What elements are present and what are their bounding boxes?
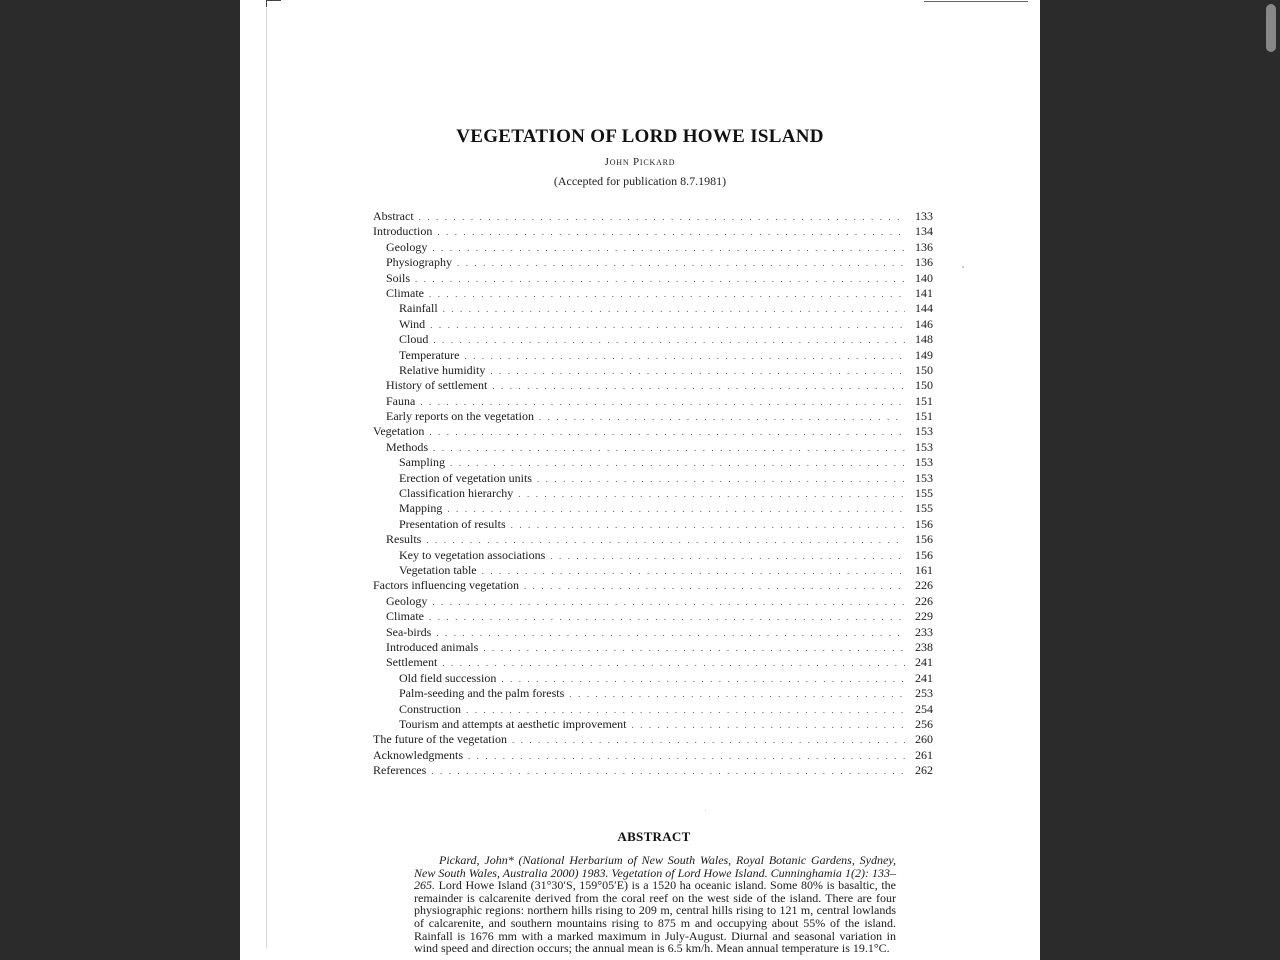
toc-entry-label: References xyxy=(373,763,427,778)
toc-leader-dots xyxy=(429,610,905,625)
toc-entry xyxy=(373,748,933,763)
toc-entry xyxy=(373,563,933,578)
toc-entry-label: Sampling xyxy=(399,455,446,470)
toc-entry xyxy=(373,640,933,655)
toc-entry xyxy=(373,348,933,363)
toc-leader-dots xyxy=(437,225,905,240)
crop-mark xyxy=(924,1,1028,2)
toc-entry-page: 262 xyxy=(915,763,933,778)
toc-leader-dots xyxy=(511,518,905,533)
paper-author: John Pickard xyxy=(604,156,676,168)
toc-entry-label: Geology xyxy=(386,239,428,254)
toc-leader-dots xyxy=(512,733,905,748)
toc-leader-dots xyxy=(550,549,905,564)
toc-entry xyxy=(373,655,933,670)
toc-entry-page: 226 xyxy=(915,578,933,593)
toc-leader-dots xyxy=(436,626,905,641)
toc-entry-page: 153 xyxy=(915,470,933,485)
toc-leader-dots xyxy=(482,564,905,579)
toc-entry-label: Climate xyxy=(386,609,424,624)
toc-entry xyxy=(373,378,933,393)
toc-entry-page: 151 xyxy=(915,393,933,408)
toc-entry-page: 155 xyxy=(915,501,933,516)
toc-leader-dots xyxy=(432,241,905,256)
toc-entry xyxy=(373,394,933,409)
toc-leader-dots xyxy=(419,210,905,225)
toc-entry-page: 241 xyxy=(915,670,933,685)
toc-entry xyxy=(373,702,933,717)
toc-entry-label: Settlement xyxy=(386,655,438,670)
paper-title: VEGETATION OF LORD HOWE ISLAND xyxy=(456,126,824,147)
toc-entry xyxy=(373,609,933,624)
document-page xyxy=(240,0,1040,960)
toc-leader-dots xyxy=(432,595,905,610)
toc-entry-page: 253 xyxy=(915,686,933,701)
toc-entry-label: Tourism and attempts at aesthetic improvement xyxy=(399,716,627,731)
toc-entry-page: 141 xyxy=(915,285,933,300)
toc-leader-dots xyxy=(429,425,905,440)
toc-entry-label: Factors influencing vegetation xyxy=(373,578,519,593)
toc-entry-label: Temperature xyxy=(399,347,460,362)
toc-entry-page: 155 xyxy=(915,486,933,501)
toc-entry xyxy=(373,717,933,732)
abstract-body: Lord Howe Island (31°30′S, 159°05′E) is a 1520 ha oceanic island. Some 80% is basaltic, the remainder is calcarenite derived from the coral reef on the west side of the island. There are four physiographic regions: northern hills rising to 209 m, central hills rising to 121 m, central lowlands of calcarenite, and southern mountains rising to 875 m and occupying about 55% of the island. Rainfall is 1676 mm with a marked maximum in July-August. Diurnal and seasonal variation in wind speed and direction occurs; the annual mean is 6.5 km/h. Mean annual temperature is 19.1°C. xyxy=(414,878,896,956)
toc-entry-page: 153 xyxy=(915,439,933,454)
toc-entry-label: Mapping xyxy=(399,501,443,516)
toc-leader-dots xyxy=(420,395,905,410)
toc-entry xyxy=(373,240,933,255)
toc-leader-dots xyxy=(539,410,905,425)
toc-entry-label: Key to vegetation associations xyxy=(399,547,546,562)
toc-entry-page: 233 xyxy=(915,624,933,639)
toc-entry-label: Methods xyxy=(386,439,428,454)
abstract-citation: Pickard, John* (National Herbarium of New South Wales, Royal Botanic Gardens, Sydney, New South Wales, Australia 2000) 1983. Vegetation of Lord Howe Island. Cunninghamia 1(2): 133–265. xyxy=(414,853,896,893)
toc-entry xyxy=(373,224,933,239)
toc-entry-page: 156 xyxy=(915,532,933,547)
toc-entry-label: Physiography xyxy=(386,255,452,270)
accepted-date: (Accepted for publication 8.7.1981) xyxy=(553,174,727,188)
crop-mark xyxy=(266,0,281,7)
toc-entry-label: Early reports on the vegetation xyxy=(386,409,534,424)
toc-entry-page: 153 xyxy=(915,455,933,470)
toc-entry-label: Soils xyxy=(386,270,411,285)
toc-entry-page: 156 xyxy=(915,516,933,531)
toc-entry xyxy=(373,594,933,609)
toc-entry-label: Fauna xyxy=(386,393,416,408)
toc-leader-dots xyxy=(443,302,905,317)
toc-leader-dots xyxy=(433,441,905,456)
toc-entry-label: Climate xyxy=(386,285,424,300)
toc-entry-page: 140 xyxy=(915,270,933,285)
toc-entry-label: Construction xyxy=(399,701,461,716)
toc-entry xyxy=(373,532,933,547)
toc-leader-dots xyxy=(631,718,905,733)
toc-entry-page: 136 xyxy=(915,255,933,270)
toc-entry xyxy=(373,578,933,593)
toc-entry xyxy=(373,209,933,224)
toc-entry xyxy=(373,625,933,640)
toc-leader-dots xyxy=(442,656,905,671)
toc-entry xyxy=(373,440,933,455)
toc-leader-dots xyxy=(501,672,905,687)
toc-entry-label: Presentation of results xyxy=(399,516,506,531)
toc-entry-label: Geology xyxy=(386,593,428,608)
toc-entry-label: Introduced animals xyxy=(386,639,479,654)
toc-leader-dots xyxy=(524,579,905,594)
toc-entry-page: 144 xyxy=(915,301,933,316)
toc-entry xyxy=(373,409,933,424)
toc-entry-page: 150 xyxy=(915,378,933,393)
toc-entry-page: 136 xyxy=(915,239,933,254)
toc-entry-label: Vegetation xyxy=(373,424,425,439)
scan-speck xyxy=(962,266,964,268)
toc-entry-page: 226 xyxy=(915,593,933,608)
toc-leader-dots xyxy=(518,487,905,502)
toc-entry xyxy=(373,763,933,778)
toc-entry-page: 148 xyxy=(915,332,933,347)
toc-leader-dots xyxy=(447,502,905,517)
toc-entry-page: 260 xyxy=(915,732,933,747)
toc-entry-label: The future of the vegetation xyxy=(373,732,507,747)
scan-edge-line xyxy=(266,8,267,948)
toc-entry-page: 256 xyxy=(915,716,933,731)
toc-leader-dots xyxy=(433,333,905,348)
toc-entry-label: Erection of vegetation units xyxy=(399,470,532,485)
toc-entry-page: 238 xyxy=(915,639,933,654)
toc-entry xyxy=(373,271,933,286)
toc-entry xyxy=(373,486,933,501)
toc-entry-label: History of settlement xyxy=(386,378,488,393)
toc-entry xyxy=(373,671,933,686)
toc-entry xyxy=(373,548,933,563)
toc-entry-label: Old field succession xyxy=(399,670,497,685)
toc-leader-dots xyxy=(429,287,905,302)
toc-entry-page: 261 xyxy=(915,747,933,762)
toc-leader-dots xyxy=(450,456,905,471)
toc-leader-dots xyxy=(492,379,905,394)
toc-entry-label: Classification hierarchy xyxy=(399,486,514,501)
toc-entry-page: 156 xyxy=(915,547,933,562)
toc-entry-label: Results xyxy=(386,532,422,547)
toc-entry-page: 254 xyxy=(915,701,933,716)
toc-entry-page: 229 xyxy=(915,609,933,624)
toc-entry-page: 241 xyxy=(915,655,933,670)
abstract-text xyxy=(414,854,896,955)
toc-entry xyxy=(373,455,933,470)
table-of-contents xyxy=(373,209,933,778)
toc-entry xyxy=(373,286,933,301)
toc-entry-page: 161 xyxy=(915,562,933,577)
toc-entry xyxy=(373,732,933,747)
toc-entry-label: Relative humidity xyxy=(399,362,486,377)
toc-entry xyxy=(373,686,933,701)
toc-leader-dots xyxy=(490,364,905,379)
abstract-heading: ABSTRACT xyxy=(617,829,691,844)
toc-leader-dots xyxy=(415,272,905,287)
toc-leader-dots xyxy=(569,687,905,702)
toc-leader-dots xyxy=(464,349,905,364)
toc-leader-dots xyxy=(483,641,905,656)
toc-entry-label: Abstract xyxy=(373,209,414,223)
toc-leader-dots xyxy=(468,749,905,764)
toc-entry xyxy=(373,501,933,516)
toc-entry-label: Acknowledgments xyxy=(373,747,463,762)
toc-entry xyxy=(373,317,933,332)
toc-entry xyxy=(373,471,933,486)
toc-entry xyxy=(373,332,933,347)
toc-leader-dots xyxy=(426,533,905,548)
toc-entry xyxy=(373,255,933,270)
toc-entry-label: Wind xyxy=(399,316,426,331)
toc-entry-label: Cloud xyxy=(399,332,429,347)
toc-leader-dots xyxy=(457,256,905,271)
toc-leader-dots xyxy=(537,472,905,487)
toc-entry-label: Introduction xyxy=(373,224,433,239)
toc-entry-label: Sea-birds xyxy=(386,624,432,639)
toc-entry-page: 134 xyxy=(915,224,933,239)
toc-leader-dots xyxy=(466,703,905,718)
vertical-scrollbar[interactable] xyxy=(1266,4,1276,52)
toc-entry-label: Vegetation table xyxy=(399,562,477,577)
toc-entry xyxy=(373,301,933,316)
toc-entry-page: 153 xyxy=(915,424,933,439)
toc-entry-page: 133 xyxy=(915,209,933,223)
toc-entry-page: 151 xyxy=(915,409,933,424)
toc-entry-page: 149 xyxy=(915,347,933,362)
toc-entry xyxy=(373,424,933,439)
toc-leader-dots xyxy=(431,764,905,779)
toc-entry xyxy=(373,517,933,532)
scan-speck xyxy=(705,810,706,811)
toc-entry xyxy=(373,363,933,378)
toc-entry-label: Rainfall xyxy=(399,301,438,316)
toc-entry-label: Palm-seeding and the palm forests xyxy=(399,686,565,701)
toc-entry-page: 150 xyxy=(915,362,933,377)
toc-leader-dots xyxy=(430,318,905,333)
toc-entry-page: 146 xyxy=(915,316,933,331)
